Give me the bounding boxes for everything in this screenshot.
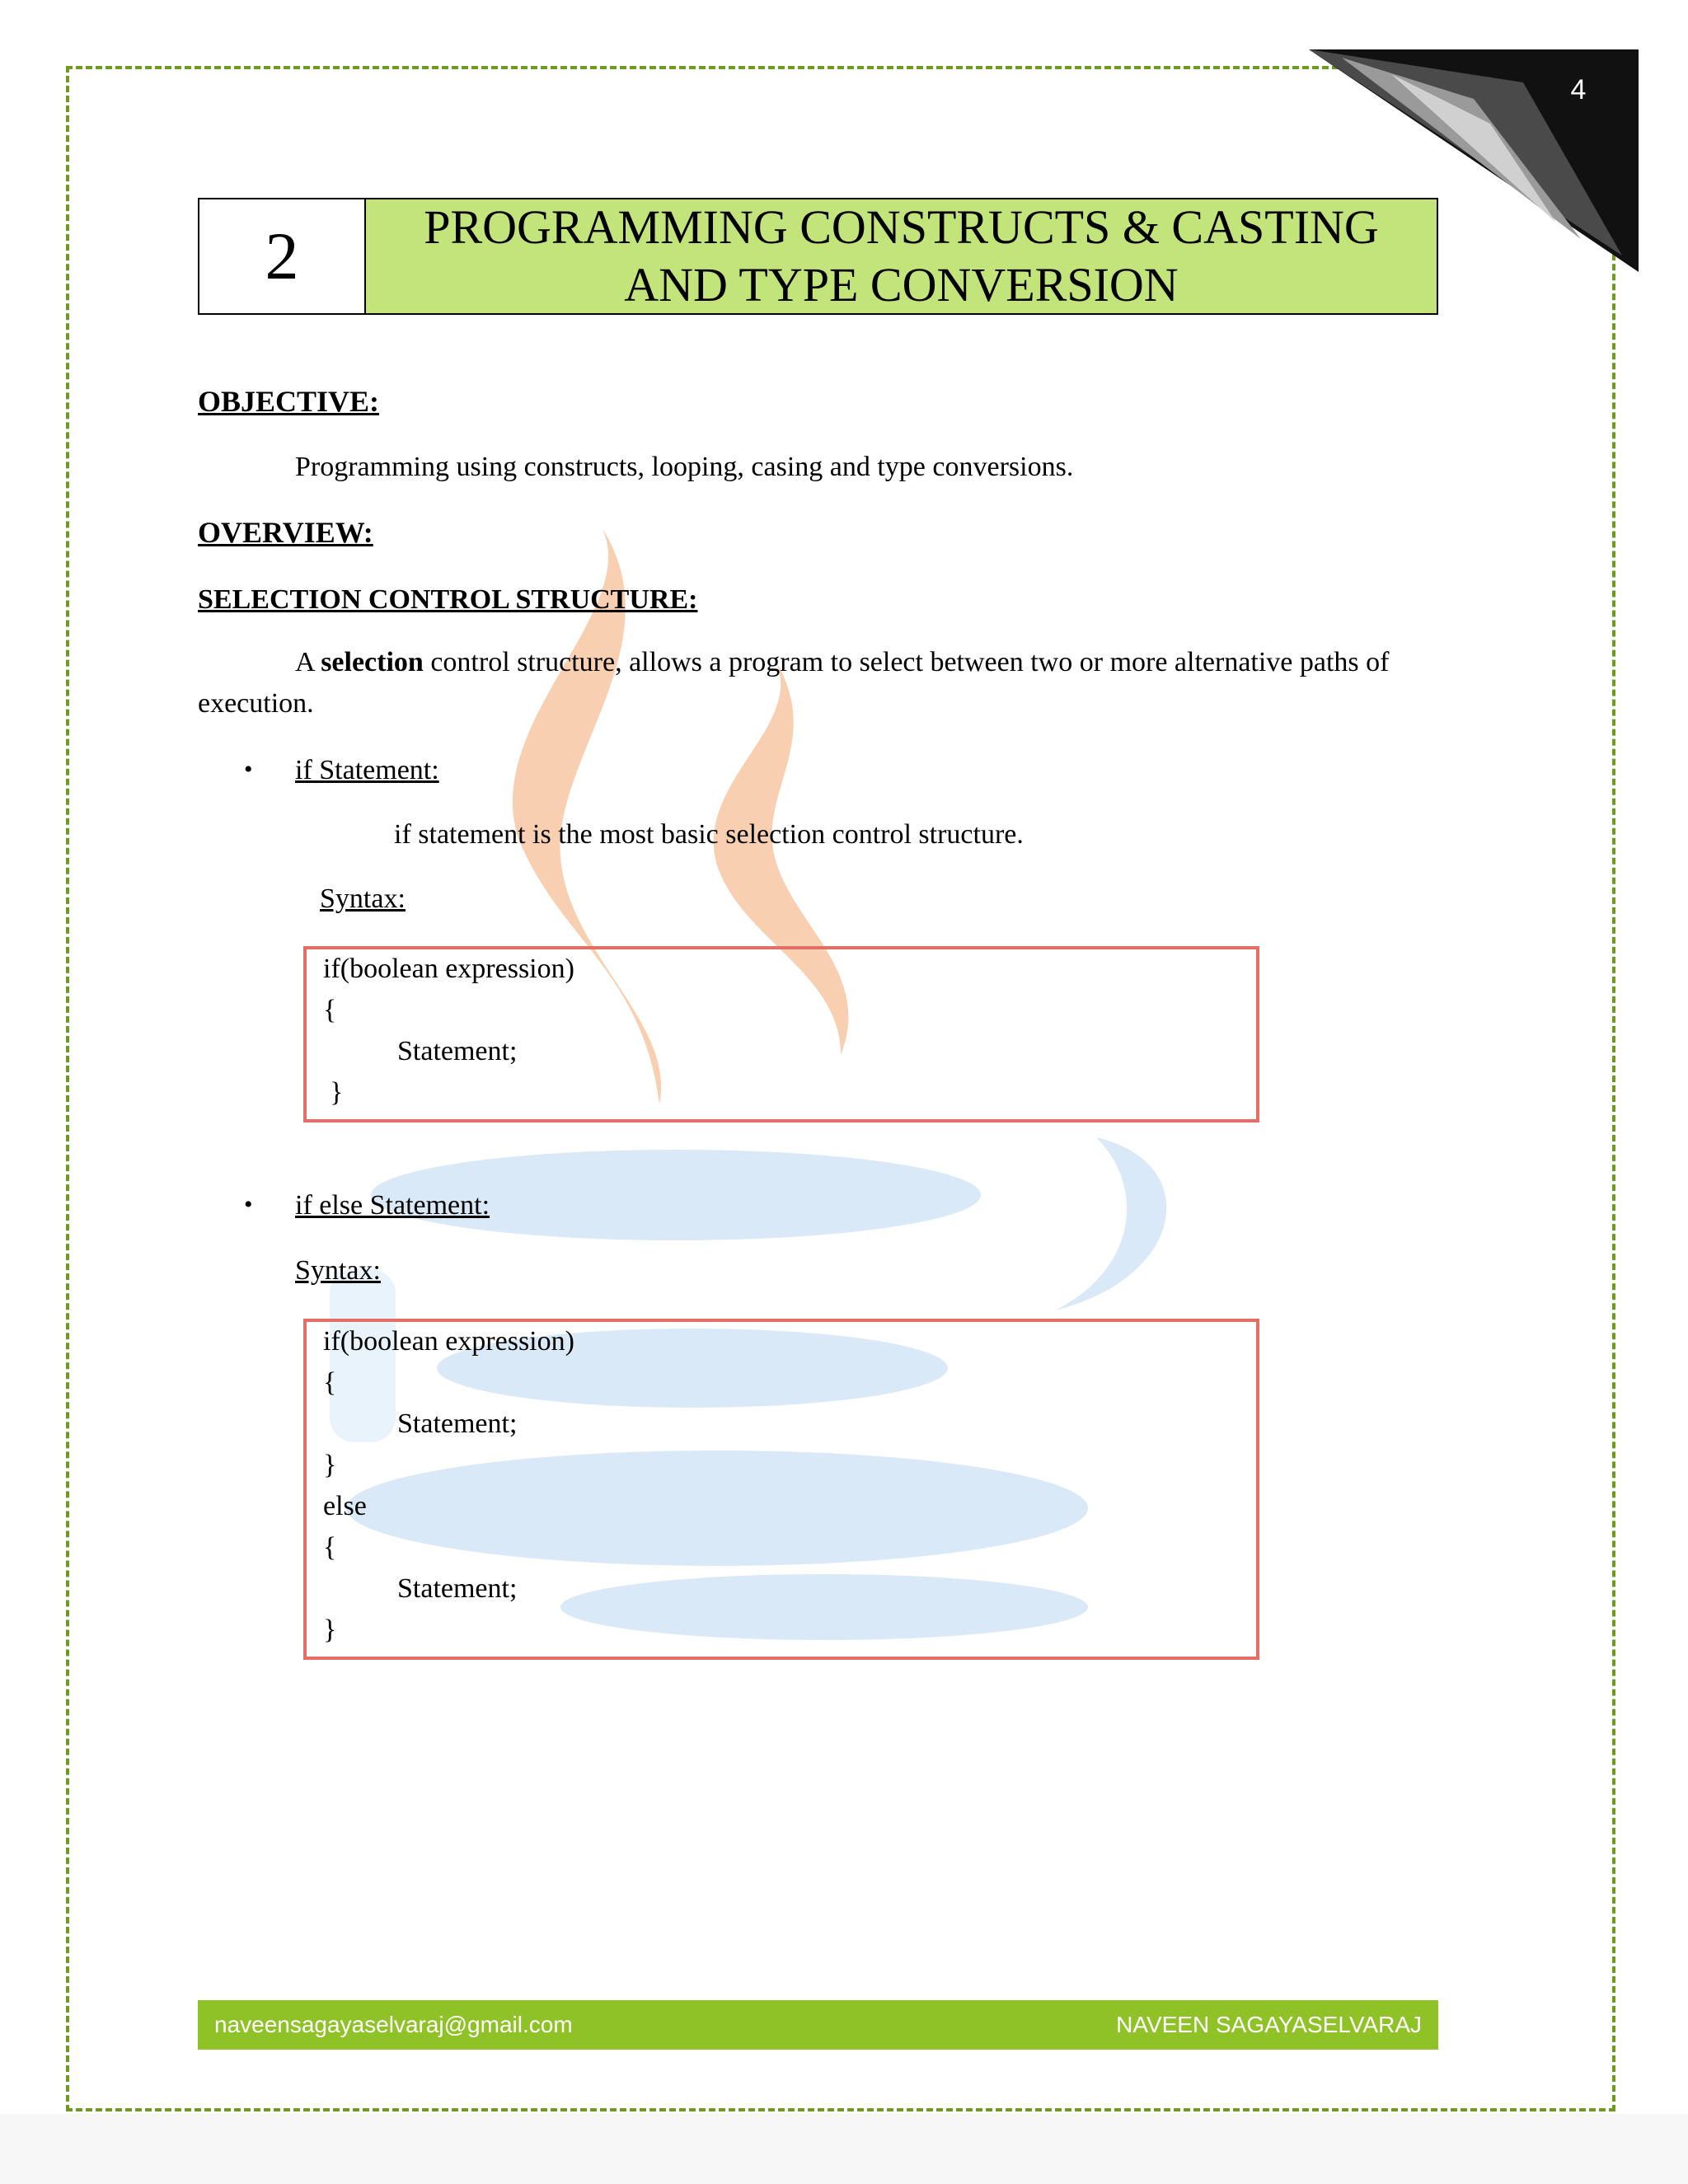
code-line: if(boolean expression) — [323, 954, 574, 984]
code-line: } — [323, 1615, 337, 1645]
bullet-icon: • — [244, 756, 253, 783]
code-line: } — [323, 1450, 337, 1480]
if-statement-heading: if Statement: — [295, 755, 439, 785]
if-code-box — [303, 946, 1259, 1122]
footer-email: naveensagayaselvaraj@gmail.com — [214, 2012, 573, 2037]
chapter-title-line1: PROGRAMMING CONSTRUCTS & CASTING — [424, 200, 1379, 254]
if-statement-description: if statement is the most basic selection control structure. — [394, 819, 1024, 850]
if-else-code-box — [303, 1319, 1259, 1660]
code-line: if(boolean expression) — [323, 1326, 574, 1357]
selection-heading: SELECTION CONTROL STRUCTURE: — [198, 584, 698, 615]
para-bold: selection — [321, 647, 424, 677]
overview-heading: OVERVIEW: — [198, 516, 373, 549]
objective-heading: OBJECTIVE: — [198, 385, 380, 418]
chapter-title — [366, 199, 1437, 313]
chapter-number: 2 — [199, 199, 366, 313]
code-line: { — [323, 1367, 337, 1398]
code-line: { — [323, 995, 337, 1025]
if-else-statement-heading: if else Statement: — [295, 1190, 490, 1221]
code-line: Statement; — [397, 1573, 518, 1604]
page-number: 4 — [1570, 74, 1587, 105]
footer-bar — [198, 2000, 1438, 2050]
footer-author: NAVEEN SAGAYASELVARAJ — [1116, 2012, 1422, 2037]
code-line: Statement; — [397, 1408, 518, 1439]
if-else-syntax-label: Syntax: — [295, 1255, 381, 1286]
selection-paragraph-line2: execution. — [198, 688, 314, 719]
code-line: } — [330, 1077, 344, 1108]
chapter-header — [198, 198, 1438, 315]
para-rest: control structure, allows a program to select between two or more alternative paths of — [423, 647, 1390, 677]
bullet-icon: • — [244, 1191, 253, 1218]
code-line: { — [323, 1532, 337, 1563]
code-line: else — [323, 1491, 367, 1521]
objective-text: Programming using constructs, looping, casing and type conversions. — [295, 452, 1074, 482]
chapter-title-line2: AND TYPE CONVERSION — [624, 258, 1179, 312]
selection-paragraph — [295, 644, 1389, 681]
code-line: Statement; — [397, 1036, 518, 1066]
para-prefix: A — [295, 647, 321, 677]
if-syntax-label: Syntax: — [320, 883, 406, 914]
page-bottom-shade — [0, 2114, 1688, 2184]
